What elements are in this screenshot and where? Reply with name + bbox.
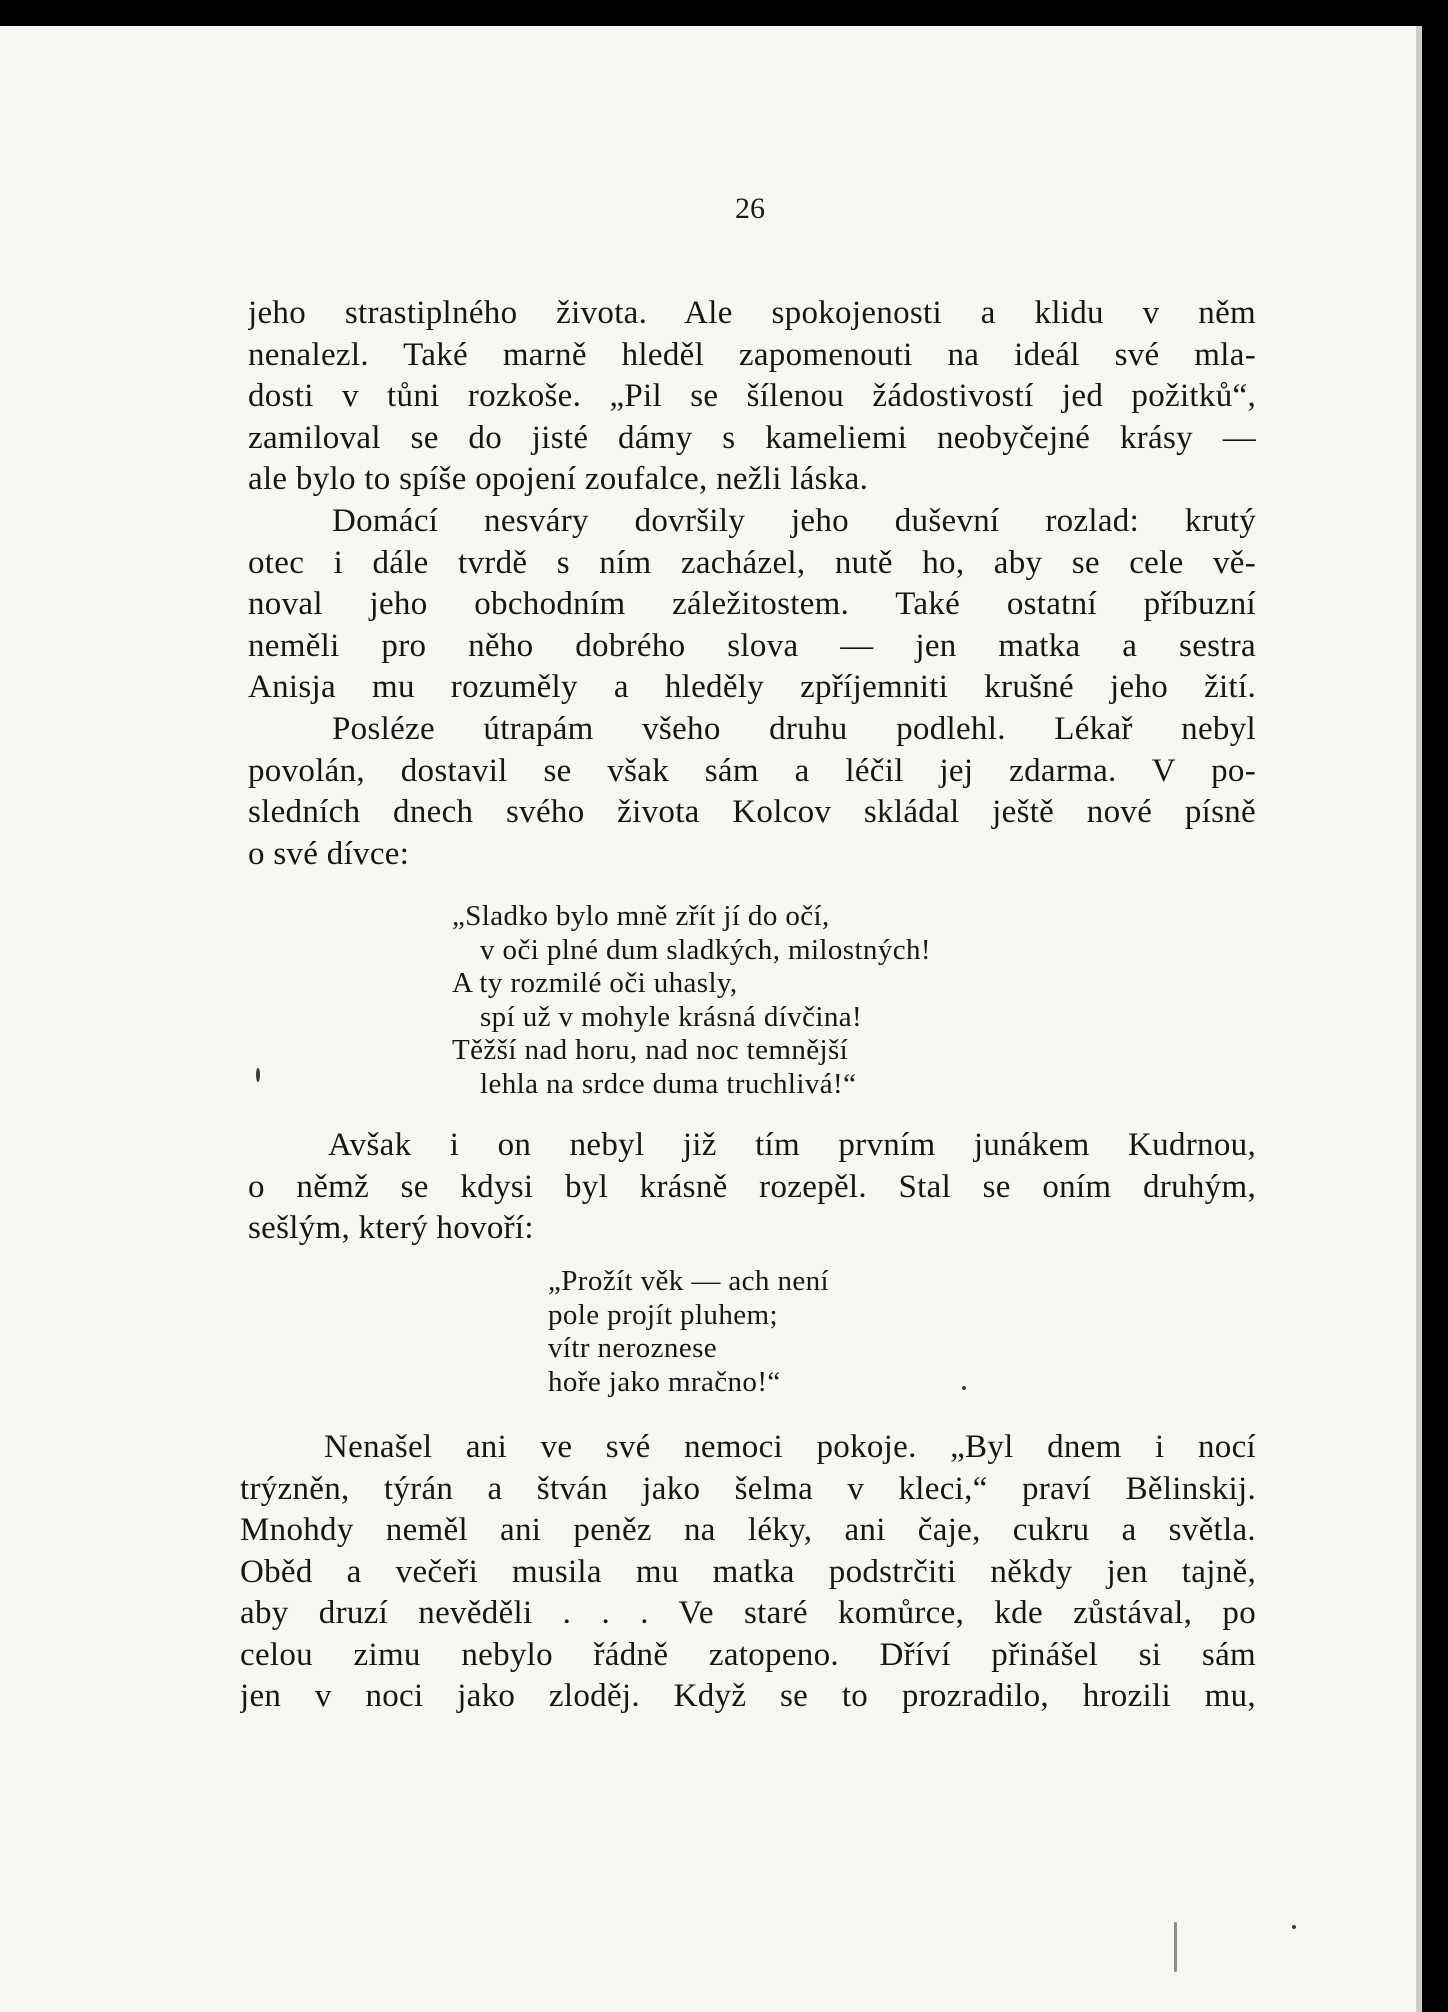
paragraph-2 <box>248 501 1256 709</box>
paragraph-5 <box>240 1427 1256 1718</box>
poem-2 <box>548 1265 829 1399</box>
poem-line: hoře jako mračno!“ <box>548 1365 781 1398</box>
text-line: noval jeho obchodním záležitostem. Také ostatní příbuzní <box>248 586 1256 622</box>
text-line: celou zimu nebylo řádně zatopeno. Dříví přinášel si sám <box>240 1636 1256 1673</box>
text-line: Posléze útrapám všeho druhu podlehl. Lékař nebyl <box>332 711 1256 747</box>
scan-speck <box>256 1068 260 1082</box>
text-line: o němž se kdysi byl krásně rozepěl. Stal se oním druhým, <box>248 1168 1256 1205</box>
text-line: Anisja mu rozuměly a hleděly zpříjemniti krušné jeho žití. <box>248 669 1256 705</box>
poem-line: vítr neroznese <box>548 1332 718 1364</box>
scan-speck <box>1174 1922 1177 1972</box>
text-line: zamiloval se do jisté dámy s kameliemi neobyčejné krásy — <box>248 419 1256 456</box>
poem-line: „Sladko bylo mně zřít jí do očí, <box>452 900 830 932</box>
scan-speck <box>1292 1925 1296 1929</box>
text-line: otec i dále tvrdě s ním zacházel, nutě ho, aby se cele vě- <box>248 544 1256 581</box>
poem-line: spí už v mohyle krásná dívčina! <box>480 1000 863 1033</box>
paragraph-1 <box>248 293 1256 501</box>
page-number: 26 <box>735 192 765 225</box>
text-line: Domácí nesváry dovršily jeho duševní rozlad: krutý <box>332 503 1256 539</box>
text-line: o své dívce: <box>248 835 410 872</box>
poem-line: v oči plné dum sladkých, milostných! <box>480 933 931 966</box>
paragraph-4 <box>248 1125 1256 1250</box>
text-line: sledních dnech svého života Kolcov skládal ještě nové písně <box>248 794 1256 830</box>
text-line: trýzněn, týrán a štván jako šelma v kleci,“ praví Bělinskij. <box>240 1470 1256 1507</box>
scan-speck <box>962 1386 966 1390</box>
text-line: nenalezl. Také marně hleděl zapomenouti na ideál své mla- <box>248 336 1256 373</box>
text-line: neměli pro něho dobrého slova — jen matka a sestra <box>248 627 1256 664</box>
text-line: Avšak i on nebyl již tím prvním junákem Kudrnou, <box>328 1127 1256 1163</box>
text-line: sešlým, který hovoří: <box>248 1210 534 1246</box>
page-edge <box>1416 26 1422 2012</box>
text-line: dosti v tůni rozkoše. „Pil se šílenou žádostivostí jed požitků“, <box>248 378 1256 414</box>
text-line: Mnohdy neměl ani peněz na léky, ani čaje, cukru a světla. <box>240 1512 1256 1548</box>
text-line: Nenašel ani ve své nemoci pokoje. „Byl dnem i nocí <box>324 1429 1256 1465</box>
text-line: ale bylo to spíše opojení zoufalce, nežli láska. <box>248 461 869 497</box>
paragraph-3 <box>248 709 1256 875</box>
text-line: jeho strastiplného života. Ale spokojenosti a klidu v něm <box>248 295 1256 331</box>
text-line: jen v noci jako zloděj. Když se to prozradilo, hrozili mu, <box>240 1678 1256 1714</box>
poem-line: lehla na srdce duma truchlivá!“ <box>480 1067 857 1100</box>
text-line: povolán, dostavil se však sám a léčil jej zdarma. V po- <box>248 752 1256 789</box>
text-line: Oběd a večeři musila mu matka podstrčiti někdy jen tajně, <box>240 1553 1256 1590</box>
poem-1 <box>452 900 931 1101</box>
text-line: aby druzí nevěděli . . . Ve staré komůrce, kde zůstával, po <box>240 1595 1256 1631</box>
poem-line: A ty rozmilé oči uhasly, <box>452 967 738 999</box>
poem-line: „Prožít věk — ach není <box>548 1265 829 1297</box>
poem-line: Těžší nad horu, nad noc temnější <box>452 1034 849 1066</box>
poem-line: pole projít pluhem; <box>548 1298 778 1331</box>
